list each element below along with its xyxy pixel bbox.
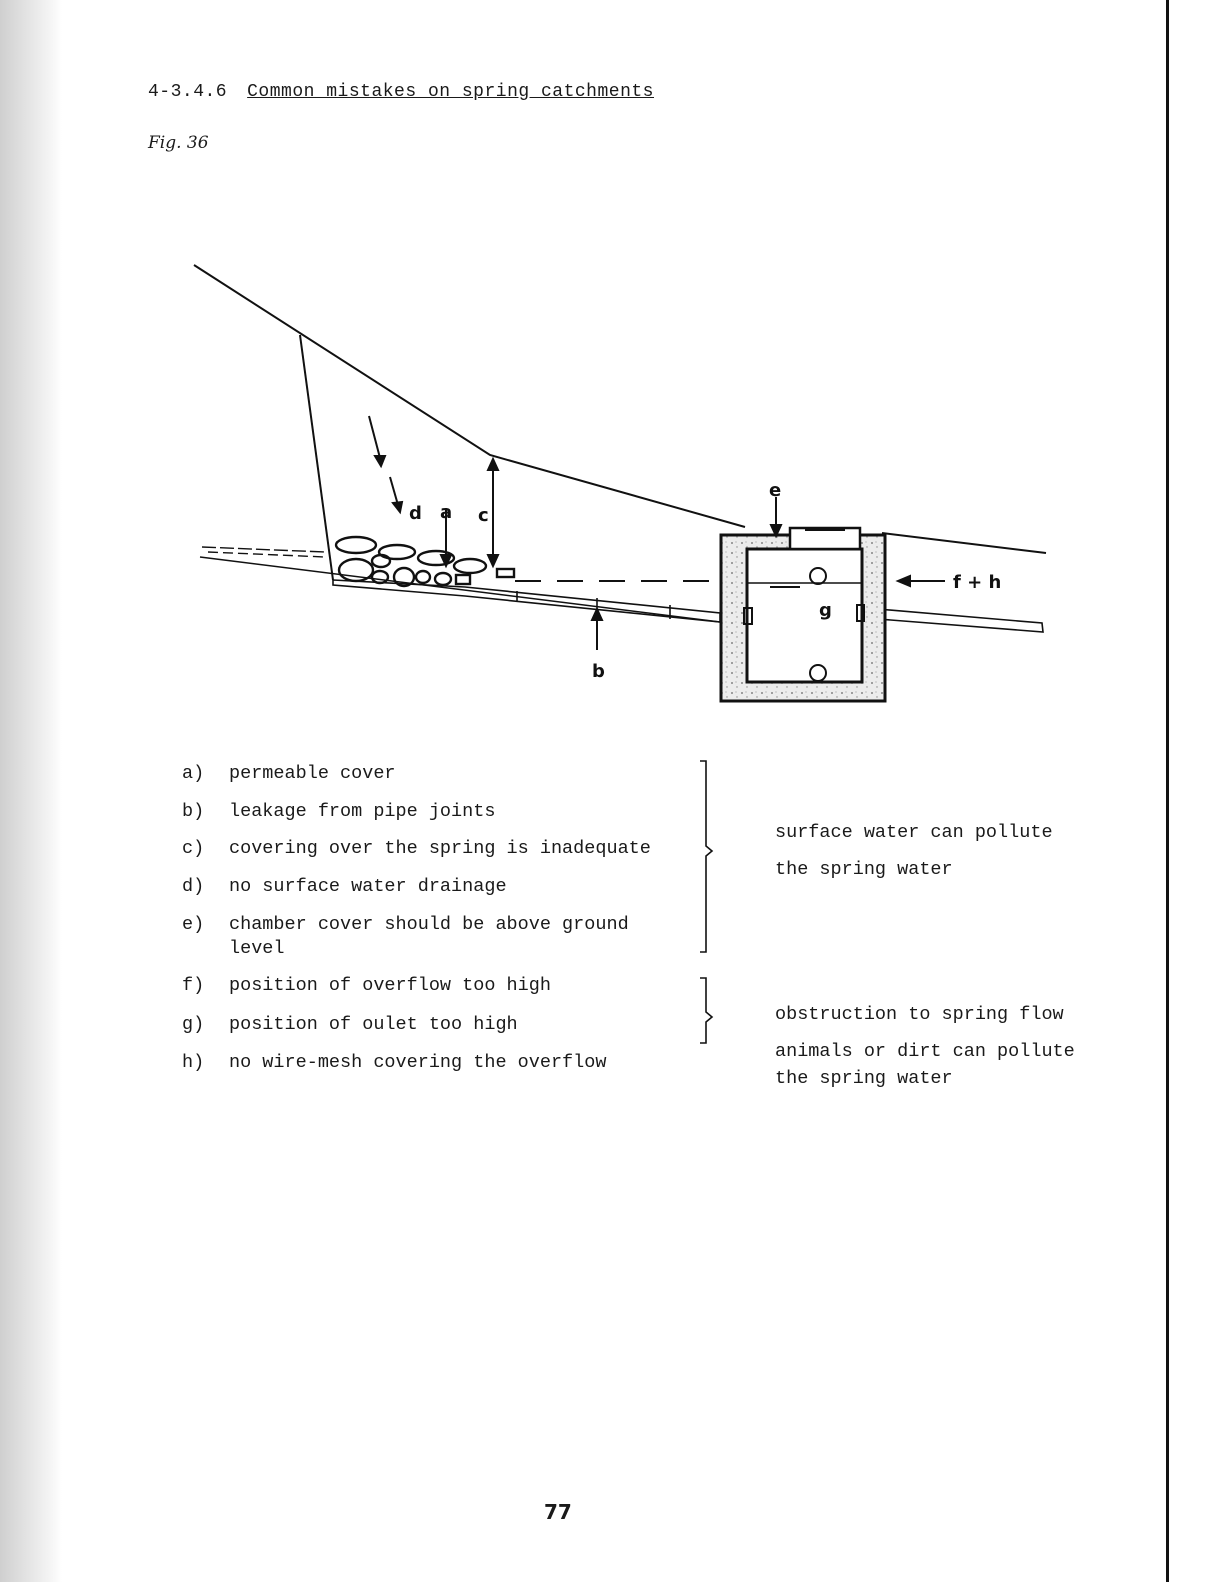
callout-a: a (440, 502, 453, 523)
callout-d: d (409, 503, 422, 524)
consequence-animals-dirt: animals or dirt can pollute the spring water (775, 1041, 1075, 1089)
figure-label: Fig. 36 (148, 133, 209, 153)
callout-e: e (769, 480, 782, 501)
callout-f-h: f + h (953, 572, 1002, 593)
consequence-obstruction: obstruction to spring flow (775, 1004, 1064, 1025)
page-number: 77 (544, 1500, 572, 1524)
section-title: Common mistakes on spring catchments (247, 82, 654, 102)
callout-c: c (478, 505, 489, 526)
callout-b: b (592, 661, 605, 682)
consequence-surface-water: surface water can pollute the spring water (775, 822, 1053, 880)
callout-g: g (819, 600, 832, 621)
section-number: 4-3.4.6 (148, 82, 228, 102)
